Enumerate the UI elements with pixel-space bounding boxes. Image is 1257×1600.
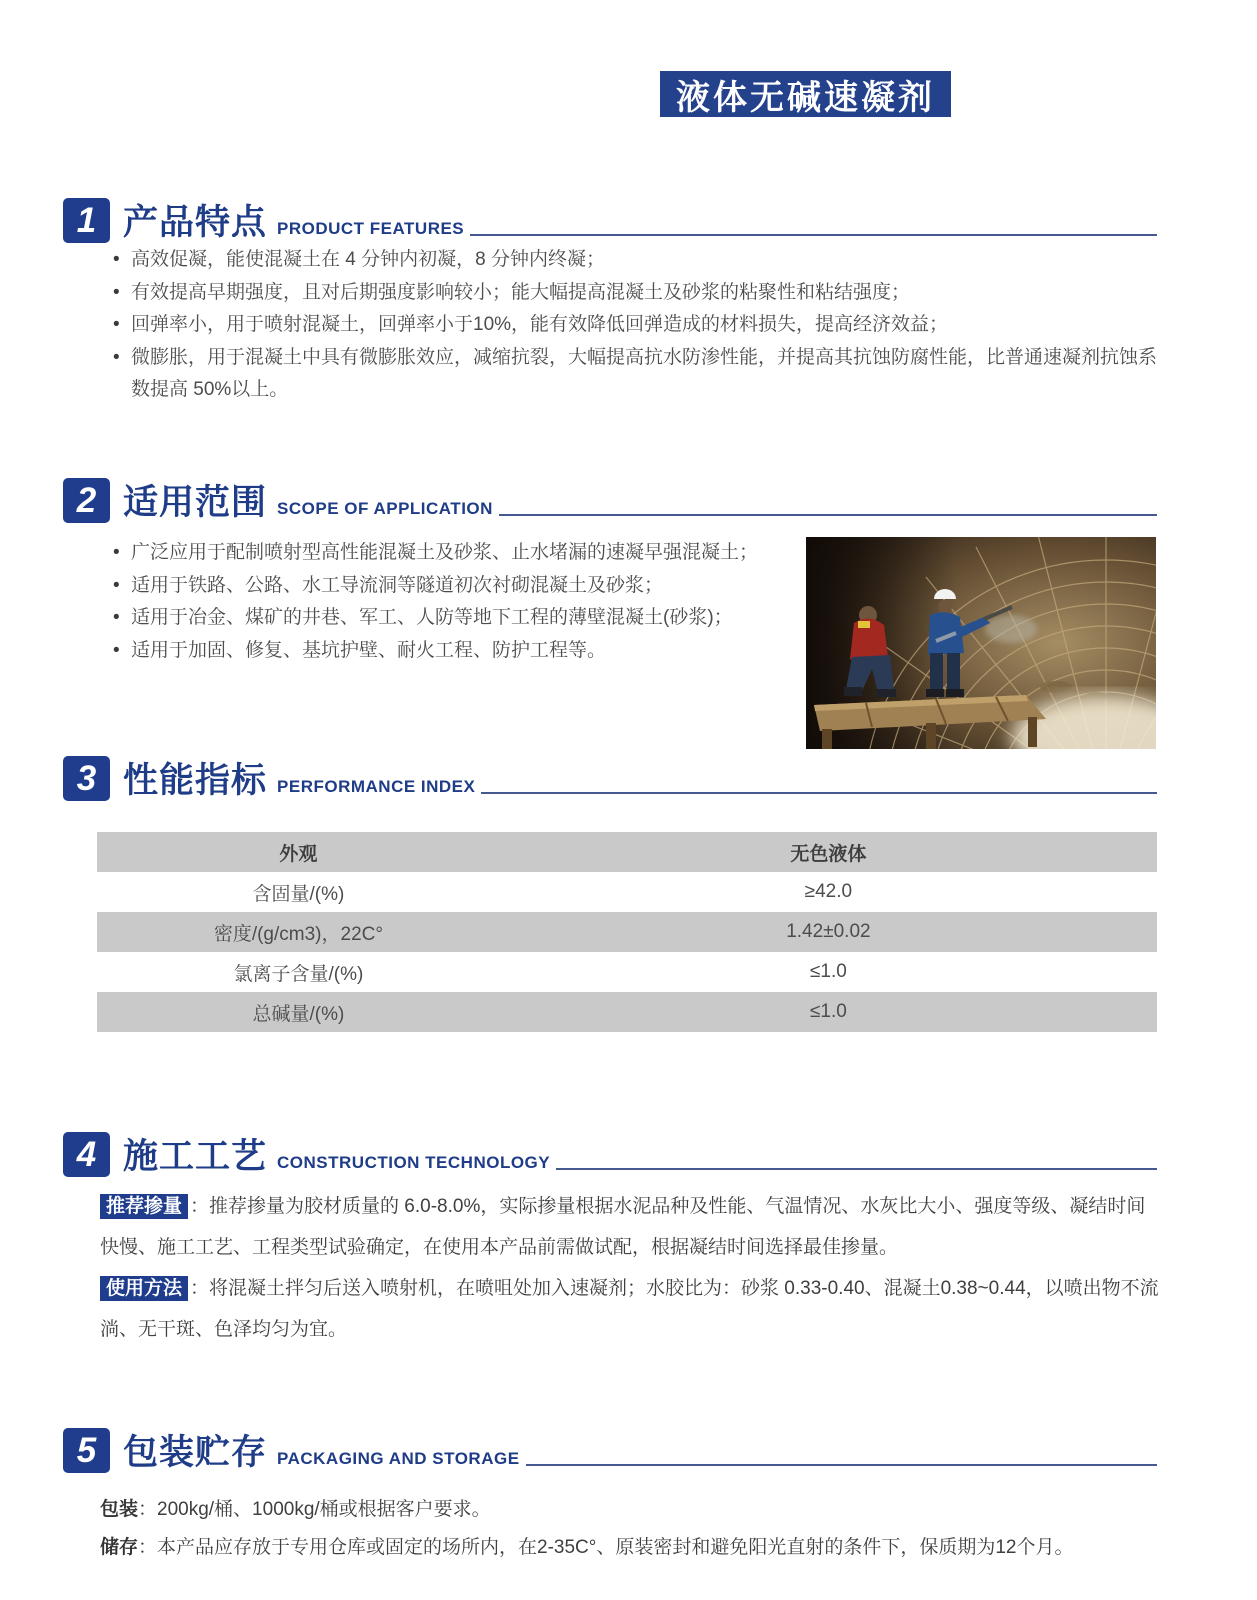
section-1-subtitle: PRODUCT FEATURES: [277, 219, 465, 238]
table-header-value: 无色液体: [790, 843, 867, 865]
section-3-subtitle: PERFORMANCE INDEX: [277, 777, 476, 796]
section-2-subtitle: SCOPE OF APPLICATION: [277, 499, 493, 518]
list-item-text: 适用于加固、修复、基坑护壁、耐火工程、防护工程等。: [131, 639, 607, 661]
bullet-dot-icon: •: [113, 607, 120, 628]
bullet-dot-icon: •: [113, 346, 120, 368]
table-row: [97, 912, 1157, 952]
section-4-subtitle: CONSTRUCTION TECHNOLOGY: [277, 1153, 551, 1172]
section-4-title: 施工工艺: [123, 1137, 268, 1176]
section-5-rule: [526, 1464, 1157, 1466]
table-cell-value: ≥42.0: [804, 881, 853, 902]
bullet-dot-icon: •: [113, 639, 120, 661]
storage-text: ：本产品应存放于专用仓库或固定的场所内，在2-35C°、原装密封和避免阳光直射的条件下，保质期为12个月。: [138, 1537, 1074, 1558]
tunnel-photo-illustration: [806, 537, 1156, 749]
section-1-number-badge: 1: [63, 198, 110, 243]
bullet-dot-icon: •: [113, 542, 120, 563]
bullet-dot-icon: •: [113, 249, 120, 270]
packaging-text: ：200kg/桶、1000kg/桶或根据客户要求。: [138, 1499, 491, 1520]
table-header-row: [97, 832, 1157, 872]
performance-index-table: [97, 832, 1157, 1032]
table-cell-label: 总碱量/(%): [252, 1003, 345, 1025]
usage-badge: 使用方法: [100, 1276, 188, 1301]
paragraph-text: ：推荐掺量为胶材质量的 6.0-8.0%，实际掺量根据水泥品种及性能、气温情况、水灰比大小、强度等级、凝结时间快慢、施工工艺、工程类型试验确定，在使用本产品前需做试配，根据凝结时间选择最佳掺量。: [100, 1196, 1146, 1258]
section-2-number-badge: 2: [63, 478, 110, 523]
section-1-rule: [470, 234, 1157, 236]
bullet-dot-icon: •: [113, 281, 120, 303]
storage-line: [100, 1529, 1180, 1567]
list-item: [113, 277, 1157, 310]
list-item-text: 适用于铁路、公路、水工导流洞等隧道初次衬砌混凝土及砂浆；: [131, 574, 664, 596]
product-features-list: [113, 244, 1157, 407]
scope-of-application-list: [113, 537, 803, 667]
table-header-label: 外观: [279, 843, 318, 865]
list-item: [113, 602, 803, 635]
storage-label: 储存: [100, 1537, 139, 1558]
list-item: [113, 309, 1157, 342]
section-5-header: [63, 1427, 1157, 1473]
paragraph-text: ：将混凝土拌匀后送入喷射机，在喷咀处加入速凝剂；水胶比为：砂浆 0.33-0.40、混凝土0.38~0.44，以喷出物不流淌、无干斑、色泽均匀为宜。: [100, 1278, 1159, 1340]
list-item: [113, 537, 803, 570]
section-3-header: [63, 755, 1157, 801]
section-4-number-badge: 4: [63, 1132, 110, 1177]
tunnel-shotcrete-photo: [806, 537, 1156, 749]
section-1-header: [63, 197, 1157, 243]
list-item: [113, 342, 1157, 407]
list-item-text: 有效提高早期强度，且对后期强度影响较小；能大幅提高混凝土及砂浆的粘聚性和粘结强度；: [131, 281, 911, 303]
bullet-dot-icon: •: [113, 314, 120, 335]
section-4-rule: [556, 1168, 1157, 1170]
packaging-storage-text: [100, 1491, 1180, 1567]
section-5-title: 包装贮存: [123, 1433, 268, 1472]
dosage-badge: 推荐掺量: [100, 1194, 188, 1219]
table-cell-value: ≤1.0: [809, 1001, 847, 1022]
section-5-subtitle: PACKAGING AND STORAGE: [277, 1449, 520, 1468]
table-cell-value: 1.42±0.02: [786, 921, 871, 942]
section-4-header: [63, 1131, 1157, 1177]
table-row: [97, 872, 1157, 912]
section-3-rule: [481, 792, 1157, 794]
section-1-title: 产品特点: [123, 203, 268, 242]
table-row: [97, 992, 1157, 1032]
paragraph: [100, 1186, 1162, 1268]
table-row: [97, 952, 1157, 992]
section-3-title: 性能指标: [123, 761, 268, 800]
list-item: [113, 635, 803, 668]
section-2-header: [63, 477, 1157, 523]
list-item-text: 高效促凝，能使混凝土在 4 分钟内初凝，8 分钟内终凝；: [131, 249, 605, 270]
table-cell-label: 含固量/(%): [252, 883, 345, 905]
list-item: [113, 570, 803, 603]
list-item-text: 回弹率小，用于喷射混凝土，回弹率小于10%，能有效降低回弹造成的材料损失，提高经济效益；: [131, 314, 949, 335]
page-title: 液体无碱速凝剂: [660, 71, 951, 117]
list-item-text: 广泛应用于配制喷射型高性能混凝土及砂浆、止水堵漏的速凝早强混凝土；: [131, 542, 759, 563]
list-item: [113, 244, 1157, 277]
construction-technology-text: [100, 1186, 1162, 1350]
section-2-title: 适用范围: [123, 483, 268, 522]
table-cell-label: 氯离子含量/(%): [233, 963, 364, 985]
section-2-rule: [499, 514, 1157, 516]
section-3-number-badge: 3: [63, 756, 110, 801]
packaging-line: [100, 1491, 1180, 1529]
table-cell-value: ≤1.0: [809, 961, 847, 982]
list-item-text: 适用于冶金、煤矿的井巷、军工、人防等地下工程的薄壁混凝土(砂浆)；: [131, 607, 733, 628]
packaging-label: 包装: [100, 1499, 139, 1520]
bullet-dot-icon: •: [113, 574, 120, 596]
paragraph: [100, 1268, 1162, 1350]
section-5-number-badge: 5: [63, 1428, 110, 1473]
list-item-text: 微膨胀，用于混凝土中具有微膨胀效应，减缩抗裂，大幅提高抗水防渗性能，并提高其抗蚀防腐性能，比普通速凝剂抗蚀系数提高 50%以上。: [131, 346, 1158, 400]
table-cell-label: 密度/(g/cm3)，22C°: [213, 923, 383, 945]
